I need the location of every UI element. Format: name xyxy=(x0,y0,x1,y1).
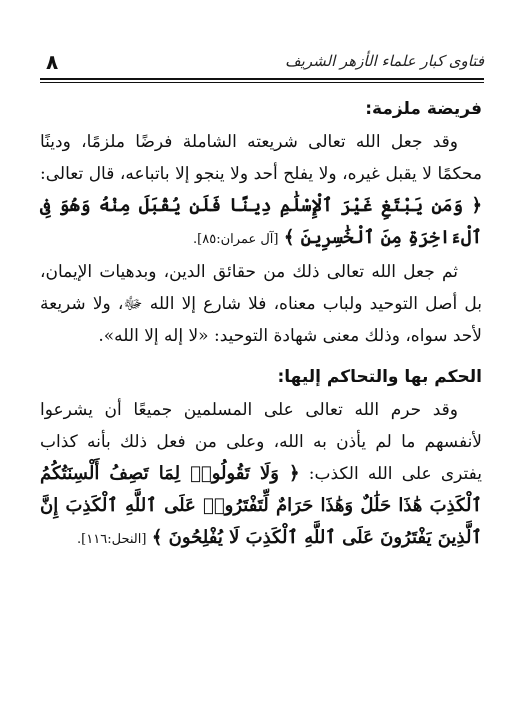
page-number: ٨ xyxy=(46,50,59,74)
page-header xyxy=(40,52,484,82)
paragraph-obligation xyxy=(40,126,482,256)
quran-verse-al-imran: ﴿ وَمَن يَبْتَغِ غَيْرَ ٱلْإِسْلَٰمِ دِينًا فَلَن يُقْبَلَ مِنْهُ وَهُوَ فِى ٱلْءَاخِرَةِ مِنَ ٱلْخَٰسِرِينَ ﴾ xyxy=(40,195,482,248)
paragraph-text: وقد جعل الله تعالى شريعته الشاملة فرضًا ملزمًا، ودينًا محكمًا لا يقبل غيره، ولا يفلح أحد ولا ينجو إلا باتباعه، قال تعالى: xyxy=(40,132,482,184)
verse-reference: [النحل:١١٦]. xyxy=(77,532,147,547)
paragraph-ruling xyxy=(40,394,482,556)
verse-reference: [آل عمران:٨٥]. xyxy=(193,232,279,247)
section-heading-obligation: فريضة ملزمة: xyxy=(365,99,482,119)
quran-verse-an-nahl: ﴿ وَلَا تَقُولُوا۟ لِمَا تَصِفُ أَلْسِنَتُكُمُ ٱلْكَذِبَ هَٰذَا حَلَٰلٌ وَهَٰذَا حَرَامٌ لِّتَفْتَرُوا۟ عَلَى ٱللَّهِ ٱلْكَذِبَ إِنَّ ٱلَّذِينَ يَفْتَرُونَ عَلَى ٱللَّهِ ٱلْكَذِبَ لَا يُفْلِحُونَ ﴾ xyxy=(40,463,482,548)
section-heading-ruling: الحكم بها والتحاكم إليها: xyxy=(277,367,482,387)
paragraph-tawhid: ثم جعل الله تعالى ذلك من حقائق الدين، وبدهيات الإيمان، بل أصل التوحيد ولباب معناه، فلا شارع إلا الله ﷻ، ولا شريعة لأحد سواه، وذلك معنى شهادة التوحيد: «لا إله إلا الله». xyxy=(40,262,482,346)
header-rule-thin xyxy=(40,82,484,83)
section-gap xyxy=(40,352,482,360)
header-rule xyxy=(40,78,484,80)
paragraph-text: وقد حرم الله تعالى على المسلمين جميعًا أن يشرعوا لأنفسهم ما لم يأذن به الله، وعلى من فعل ذلك بأنه كذاب يفترى على الله الكذب: xyxy=(40,400,483,484)
page-body xyxy=(40,92,482,556)
book-title: فتاوى كبار علماء الأزهر الشريف xyxy=(285,52,484,70)
